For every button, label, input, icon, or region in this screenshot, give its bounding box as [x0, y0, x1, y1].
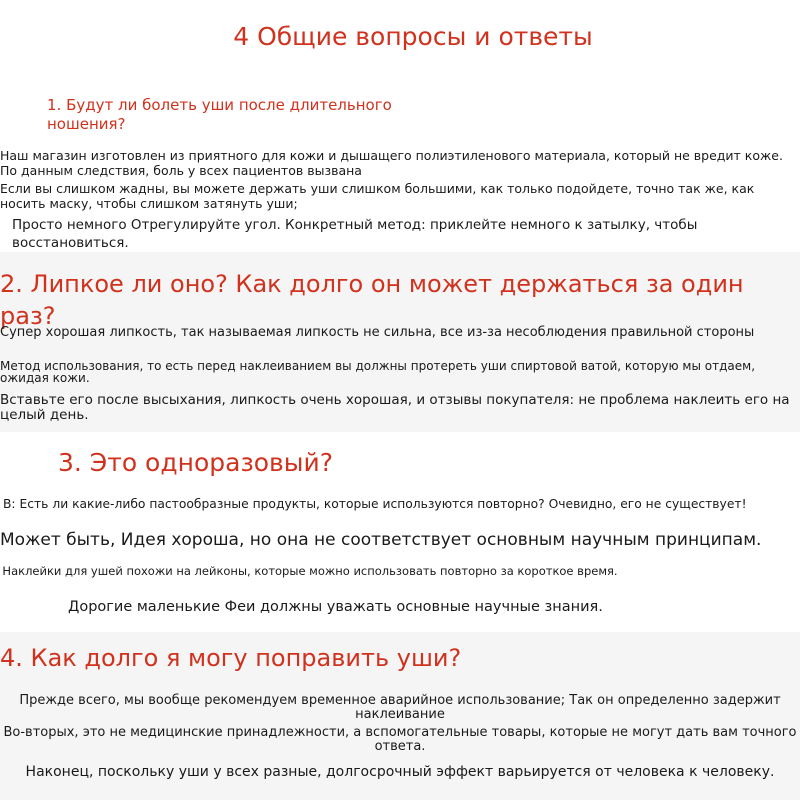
faq-question-4: 4. Как долго я могу поправить уши?: [0, 644, 462, 672]
faq-answer-3-paragraph-2: Может быть, Идея хороша, но она не соответствует основным научным принципам.: [0, 530, 762, 550]
faq-question-2: 2. Липкое ли оно? Как долго он может держаться за один раз?: [0, 270, 744, 330]
faq-answer-1-paragraph-3: Просто немного Отрегулируйте угол. Конкретный метод: приклейте немного к затылку, чтобы восстановиться.: [12, 217, 698, 251]
faq-answer-1-paragraph-1: Наш магазин изготовлен из приятного для кожи и дышащего полиэтиленового материала, который не вредит коже. По данным следствия, боль у всех пациентов вызвана: [0, 148, 783, 178]
faq-answer-4-paragraph-2: Во-вторых, это не медицинские принадлежности, а вспомогательные товары, которые не могут дать вам точного ответа.: [3, 725, 797, 754]
faq-answer-3-paragraph-3: Наклейки для ушей похожи на лейконы, которые можно использовать повторно за короткое время.: [2, 564, 618, 578]
faq-answer-1-paragraph-2: Если вы слишком жадны, вы можете держать уши слишком большими, как только подойдете, точно так же, как носить маску, чтобы слишком затянуть уши;: [0, 181, 755, 211]
page-title: 4 Общие вопросы и ответы: [233, 22, 593, 51]
faq-answer-4-paragraph-1: Прежде всего, мы вообще рекомендуем временное аварийное использование; Так он определенно задержит наклеивание: [19, 693, 781, 722]
faq-answer-2-paragraph-1: Супер хорошая липкость, так называемая липкость не сильна, все из-за несоблюдения правильной стороны: [0, 325, 755, 340]
faq-answer-2-paragraph-2: Метод использования, то есть перед наклеиванием вы должны протереть уши спиртовой ватой, которую мы отдаем, ожидая кожи.: [0, 359, 756, 385]
faq-question-1: 1. Будут ли болеть уши после длительного ношения?: [47, 96, 392, 133]
faq-question-3: 3. Это одноразовый?: [58, 448, 334, 477]
faq-answer-3-paragraph-4: Дорогие маленькие Феи должны уважать основные научные знания.: [68, 599, 603, 615]
faq-answer-4-paragraph-3: Наконец, поскольку уши у всех разные, долгосрочный эффект варьируется от человека к человеку.: [25, 764, 775, 780]
faq-answer-3-paragraph-1: B: Есть ли какие-либо пастообразные продукты, которые используются повторно? Очевидно, его не существует!: [3, 497, 747, 511]
faq-answer-2-paragraph-3: Вставьте его после высыхания, липкость очень хорошая, и отзывы покупателя: не проблема наклеить его на целый день.: [0, 392, 790, 423]
